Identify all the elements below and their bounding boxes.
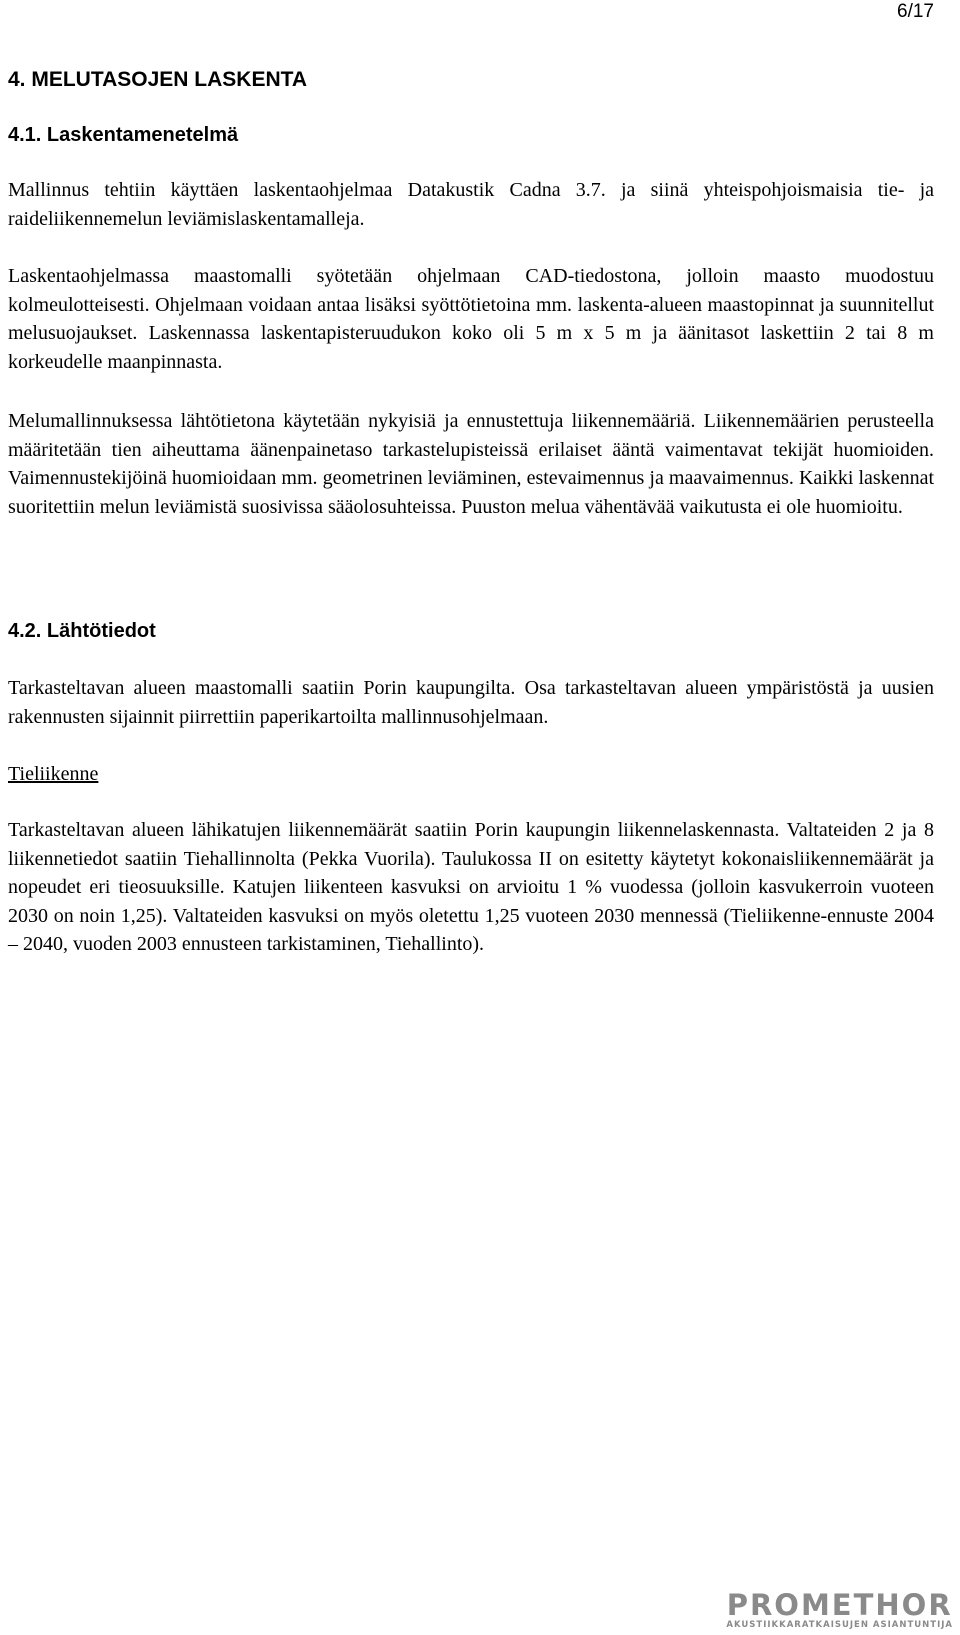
paragraph-noise-modeling: Melumallinnuksessa lähtötietona käytetään nykyisiä ja ennustettuja liikennemääriä. Liikennemäärien perusteella määritetään tien aiheuttama äänenpainetaso tarkastelupisteissä erilaiset ääntä vaimentavat tekijät huomioiden. Vaimennustekijöinä huomioidaan mm. geometrinen leviäminen, estevaimennus ja maavaimennus. Kaikki laskennat suoritettiin melun leviämistä suosivissa sääolosuhteissa. Puuston melua vähentävää vaikutusta ei ole huomioitu.	[8, 410, 934, 518]
logo-tagline: AKUSTIIKKARATKAISUJEN ASIANTUNTIJA	[726, 1620, 953, 1630]
paragraph-terrain-source: Tarkasteltavan alueen maastomalli saatiin Porin kaupungilta. Osa tarkasteltavan alueen ympäristöstä ja uusien rakennusten sijainnit piirrettiin paperikartoilta mallinnusohjelmaan.	[8, 677, 934, 728]
company-logo	[726, 1590, 953, 1630]
chapter-heading: 4. MELUTASOJEN LASKENTA	[8, 68, 308, 91]
paragraph-road-traffic: Tarkasteltavan alueen lähikatujen liikennemäärät saatiin Porin kaupungin liikennelaskennasta. Valtateiden 2 ja 8 liikennetiedot saatiin Tiehallinnolta (Pekka Vuorila). Taulukossa II on esitetty käytetyt kokonaisliikennemäärät ja nopeudet eri tieosuuksille. Katujen liikenteen kasvuksi on arvioitu 1 % vuodessa (jolloin kasvukerroin vuoteen 2030 on noin 1,25). Valtateiden kasvuksi on myös oletettu 1,25 vuoteen 2030 mennessä (Tieliikenne-ennuste 2004 – 2040, vuoden 2003 ennusteen tarkistaminen, Tiehallinto).	[8, 819, 934, 955]
subheading-road-traffic: Tieliikenne	[8, 763, 99, 785]
section-heading-method: 4.1. Laskentamenetelmä	[8, 124, 239, 146]
paragraph-terrain-model: Laskentaohjelmassa maastomalli syötetään ohjelmaan CAD-tiedostona, jolloin maasto muodostuu kolmeulotteisesti. Ohjelmaan voidaan antaa lisäksi syöttötietoina mm. laskenta-alueen maastopinnat ja suunnitellut melusuojaukset. Laskennassa laskentapisteruudukon koko oli 5 m x 5 m ja äänitasot laskettiin 2 tai 8 m korkeudelle maanpinnasta.	[8, 265, 934, 373]
paragraph-modeling: Mallinnus tehtiin käyttäen laskentaohjelmaa Datakustik Cadna 3.7. ja siinä yhteispohjoismaisia tie- ja raideliikennemelun leviämislaskentamalleja.	[8, 179, 934, 230]
section-heading-source-data: 4.2. Lähtötiedot	[8, 620, 156, 642]
logo-wordmark: PROMETHOR	[726, 1588, 953, 1622]
page-number: 6/17	[897, 1, 934, 22]
